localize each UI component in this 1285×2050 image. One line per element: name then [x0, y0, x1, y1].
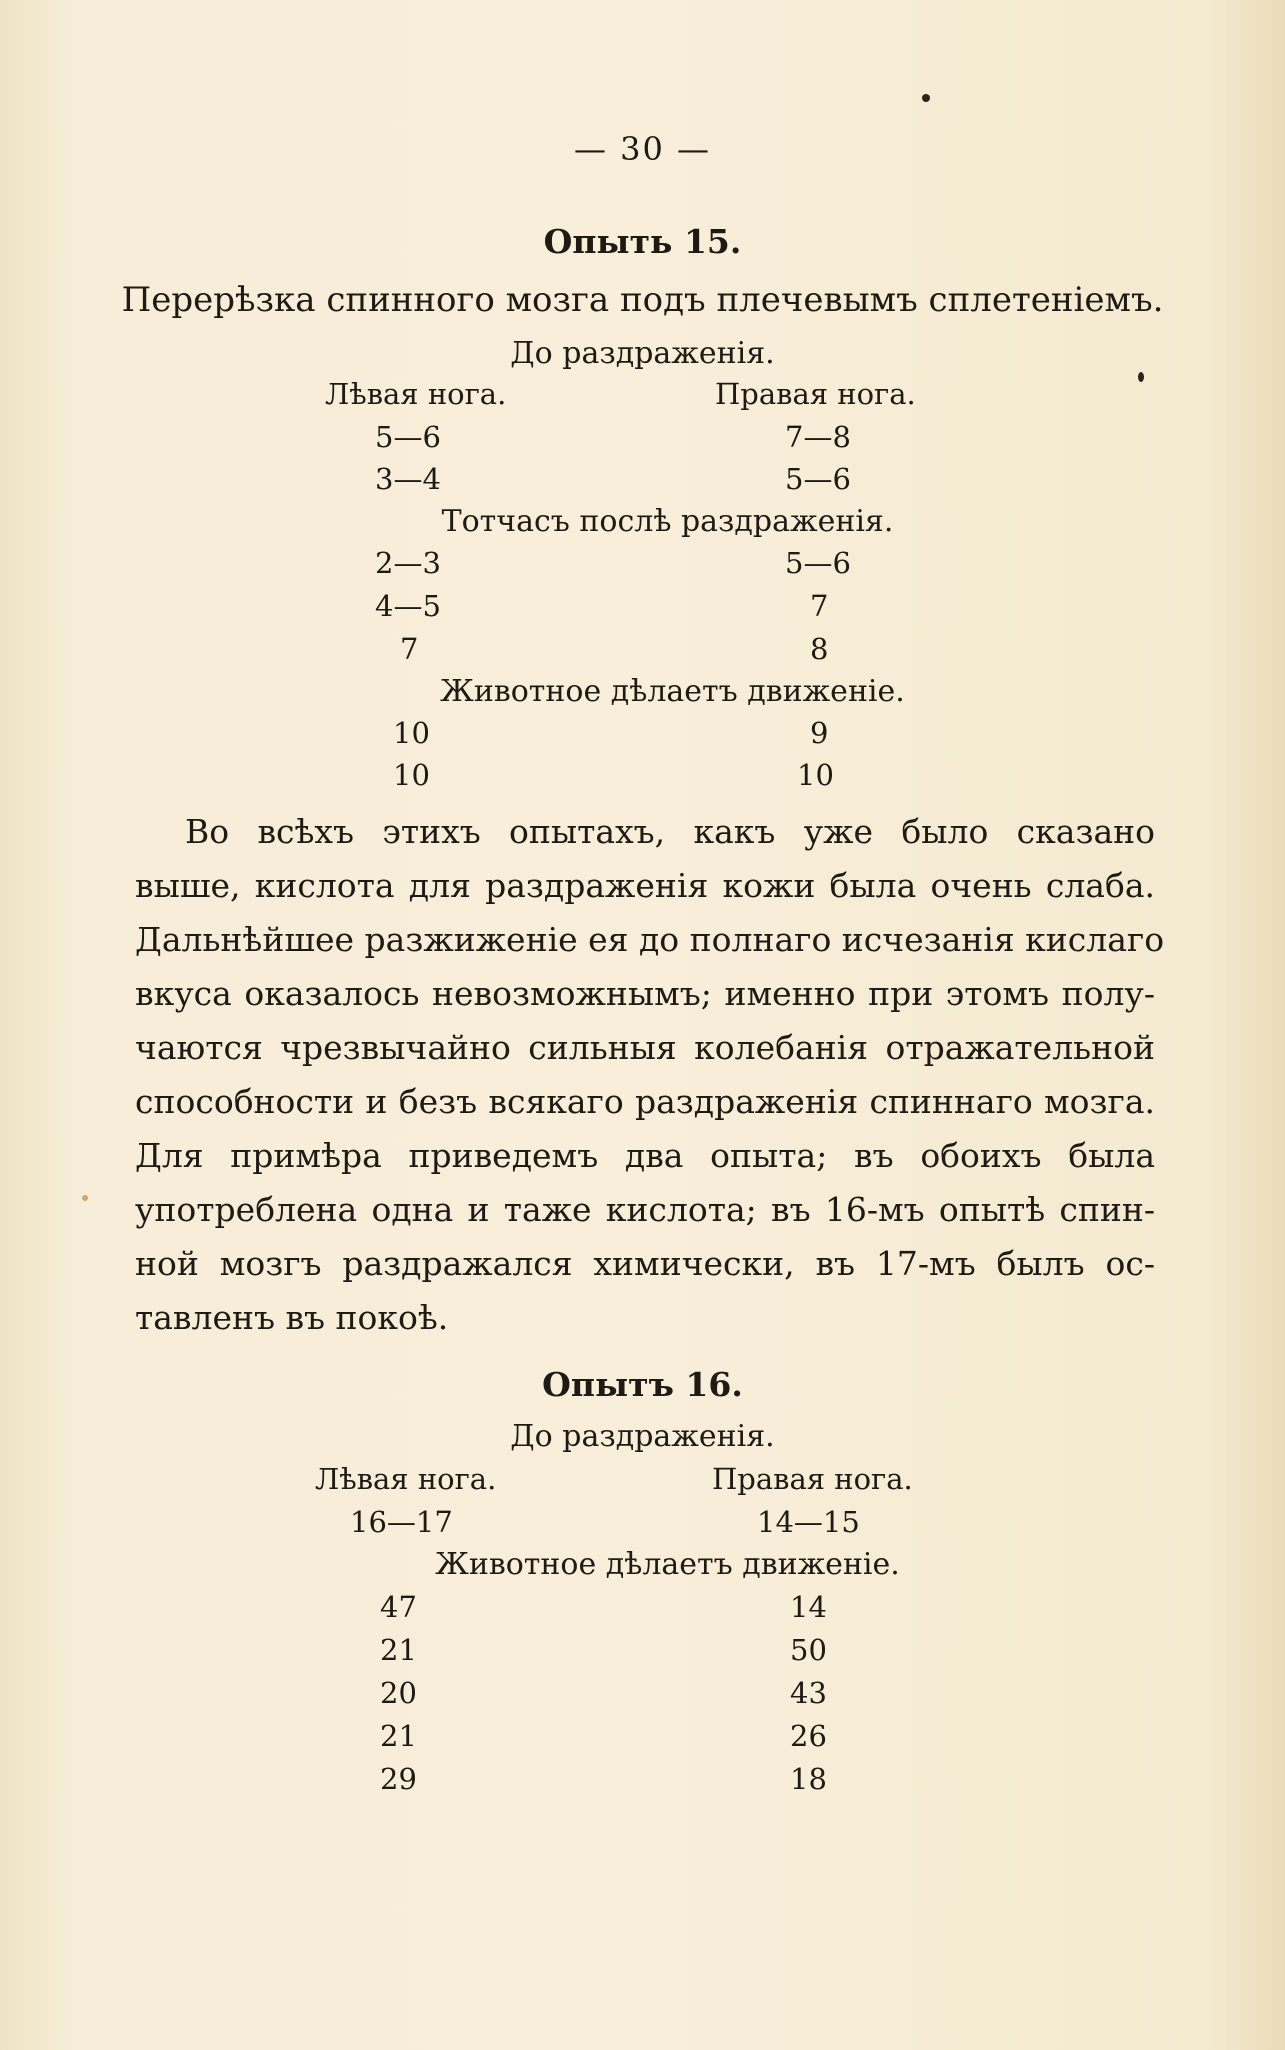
exp16-movement-right: 26 — [790, 1719, 827, 1753]
paragraph-line: Для примѣра приведемъ два опыта; въ обоихъ была — [135, 1136, 1155, 1175]
exp15-movement-right: 10 — [797, 758, 834, 792]
exp15-after-left: 7 — [400, 632, 419, 666]
exp16-movement-right: 18 — [790, 1762, 827, 1796]
body-paragraph — [135, 805, 1165, 1345]
exp15-movement-heading: Животное дѣлаетъ движеніе. — [440, 674, 905, 709]
exp15-movement-right: 9 — [810, 716, 829, 750]
exp15-after-left: 2—3 — [375, 546, 441, 580]
exp15-before-left: 3—4 — [375, 462, 441, 496]
ink-speck — [1138, 372, 1144, 382]
paragraph-line: ной мозгъ раздражался химически, въ 17-мъ былъ ос- — [135, 1244, 1155, 1283]
exp16-before-heading: До раздраженія. — [510, 1419, 775, 1454]
exp15-before-heading: До раздраженія. — [510, 336, 775, 371]
exp15-left-header: Лѣвая нога. — [325, 377, 507, 411]
exp16-movement-left: 20 — [380, 1676, 417, 1710]
paragraph-line: выше, кислота для раздраженія кожи была очень слаба. — [135, 866, 1155, 905]
exp16-movement-left: 21 — [380, 1719, 417, 1753]
exp16-movement-left: 29 — [380, 1762, 417, 1796]
exp16-movement-right: 50 — [790, 1633, 827, 1667]
ink-speck — [922, 94, 930, 102]
exp15-subtitle: Перерѣзка спинного мозга подъ плечевымъ сплетеніемъ. — [121, 280, 1164, 320]
paragraph-line: Во всѣхъ этихъ опытахъ, какъ уже было сказано — [185, 812, 1155, 851]
paragraph-line: способности и безъ всякаго раздраженія спиннаго мозга. — [135, 1082, 1155, 1121]
exp16-title: Опытъ 16. — [542, 1365, 743, 1404]
exp16-before-left: 16—17 — [350, 1505, 453, 1539]
paragraph-line: вкуса оказалось невозможнымъ; именно при этомъ полу- — [135, 974, 1155, 1013]
exp16-left-header: Лѣвая нога. — [315, 1462, 497, 1496]
exp15-movement-left: 10 — [393, 716, 430, 750]
paragraph-line: тавленъ въ покоѣ. — [135, 1298, 449, 1337]
exp16-movement-right: 43 — [790, 1676, 827, 1710]
exp16-movement-left: 21 — [380, 1633, 417, 1667]
exp16-movement-heading: Животное дѣлаетъ движеніе. — [435, 1547, 900, 1582]
exp15-title: Опыть 15. — [543, 222, 742, 261]
exp16-movement-right: 14 — [790, 1590, 827, 1624]
paragraph-line: Дальнѣйшее разжиженіе ея до полнаго исчезанія кислаго — [135, 920, 1165, 959]
exp16-right-header: Правая нога. — [712, 1462, 913, 1496]
exp15-after-right: 5—6 — [785, 546, 851, 580]
exp15-after-right: 8 — [810, 632, 829, 666]
exp16-before-right: 14—15 — [757, 1505, 860, 1539]
paragraph-line: употреблена одна и таже кислота; въ 16-мъ опытѣ спин- — [135, 1190, 1155, 1229]
paragraph-line: чаются чрезвычайно сильныя колебанія отражательной — [135, 1028, 1155, 1067]
exp16-movement-left: 47 — [380, 1590, 417, 1624]
exp15-movement-left: 10 — [393, 758, 430, 792]
ink-speck — [82, 1195, 88, 1201]
page-number: — 30 — — [573, 130, 712, 168]
exp15-before-left: 5—6 — [375, 420, 441, 454]
exp15-after-heading: Тотчасъ послѣ раздраженія. — [441, 504, 894, 539]
exp15-before-right: 5—6 — [785, 462, 851, 496]
exp15-after-left: 4—5 — [375, 589, 441, 623]
exp15-right-header: Правая нога. — [715, 377, 916, 411]
exp15-before-right: 7—8 — [785, 420, 851, 454]
exp15-after-right: 7 — [810, 589, 829, 623]
